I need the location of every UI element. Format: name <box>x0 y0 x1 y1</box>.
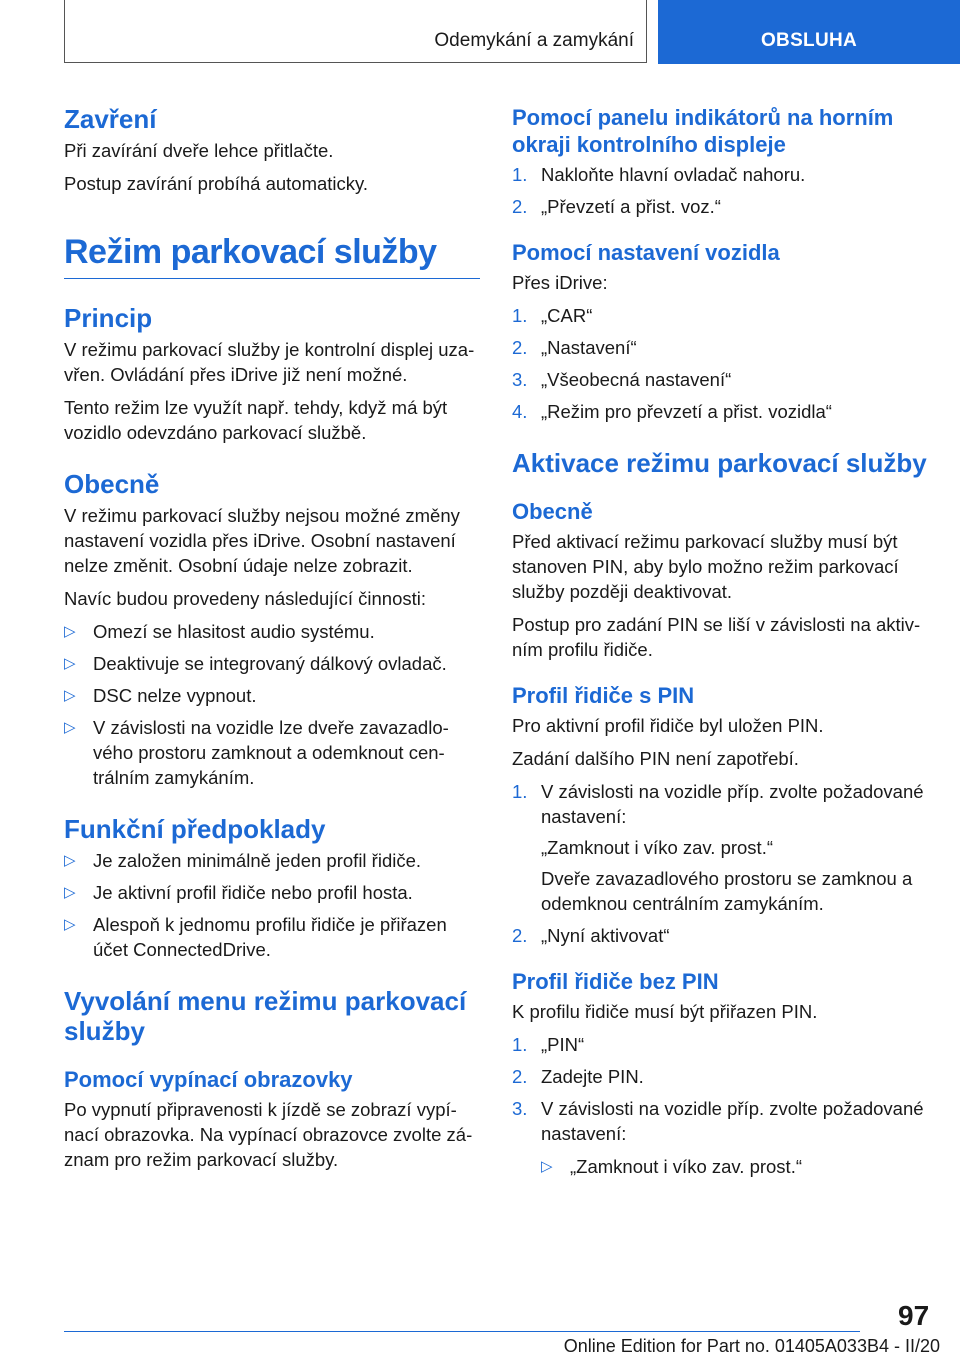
list-item: ▷ DSC nelze vypnout. <box>64 685 257 706</box>
list-item: ▷ „Zamknout i víko zav. prost.“ <box>541 1156 802 1177</box>
chapter-title-rezim-parkovaci-sluzby: Režim parkovací služby <box>64 230 480 279</box>
subsection-title-vypinaci-obrazovka: Pomocí vypínací obrazovky <box>64 1067 353 1092</box>
paragraph: Postup zavírání probíhá automaticky. <box>64 173 369 194</box>
list-item: 1. V závislosti na vozidle příp. zvolte požadované nastavení: „Zamknout i víko zav. prost.“ Dveře zavazadlového prostoru se zamknou a odemknou centrálním zamykáním. <box>512 779 932 916</box>
numbered-list <box>512 779 932 948</box>
numbered-list <box>512 162 932 219</box>
list-item: ▷ Je založen minimálně jeden profil řidiče. <box>64 850 422 871</box>
paragraph: V režimu parkovací služby nejsou možné změny nastavení vozidla přes iDrive. Osobní nastavení nelze změnit. Osobní údaje nelze zobrazit. <box>64 505 460 576</box>
footer-divider <box>64 1331 860 1332</box>
step-continuation: „Zamknout i víko zav. prost.“ <box>541 837 773 858</box>
paragraph: Navíc budou provedeny následující činnosti: <box>64 588 426 609</box>
triangle-bullet-icon: ▷ <box>541 1158 553 1175</box>
bullet-list <box>64 848 480 962</box>
section-title-obecne: Obecně <box>64 469 160 499</box>
header-section-label: OBSLUHA <box>760 30 858 51</box>
list-item: 4. „Režim pro převzetí a přist. vozidla“ <box>512 401 832 422</box>
list-item: 2. „Nastavení“ <box>512 337 637 358</box>
list-item: ▷ Omezí se hlasitost audio systému. <box>64 621 375 642</box>
step-continuation: Dveře zavazadlového prostoru se zamknou a odemknou centrálním zamykáním. <box>541 868 913 914</box>
list-item: 2. „Nyní aktivovat“ <box>512 925 670 946</box>
list-item: ▷ V závislosti na vozidle lze dveře zavazadlo-vého prostoru zamknout a odemknout cen-trálním zamykáním. <box>64 717 449 788</box>
section-title-vyvolani-menu: Vyvolání menu režimu parkovací služby <box>64 986 467 1046</box>
left-column <box>64 98 480 1180</box>
section-title-aktivace: Aktivace režimu parkovací služby <box>512 448 927 478</box>
list-item: 2. „Převzetí a přist. voz.“ <box>512 196 721 217</box>
list-item: ▷ Je aktivní profil řidiče nebo profil hosta. <box>64 882 413 903</box>
list-item: 3. V závislosti na vozidle příp. zvolte požadované nastavení: ▷ „Zamknout i víko zav. prost.“ <box>512 1096 932 1179</box>
list-item: ▷ Deaktivuje se integrovaný dálkový ovladač. <box>64 653 447 674</box>
triangle-bullet-icon: ▷ <box>64 623 76 640</box>
numbered-list <box>512 1032 932 1179</box>
paragraph: Přes iDrive: <box>512 272 608 293</box>
triangle-bullet-icon: ▷ <box>64 852 76 869</box>
triangle-bullet-icon: ▷ <box>64 719 76 736</box>
paragraph: K profilu řidiče musí být přiřazen PIN. <box>512 1001 818 1022</box>
subsection-title-profil-s-pin: Profil řidiče s PIN <box>512 683 695 708</box>
triangle-bullet-icon: ▷ <box>64 884 76 901</box>
paragraph: Tento režim lze využít např. tehdy, když má být vozidlo odevzdáno parkovací službě. <box>64 397 448 443</box>
paragraph: Postup pro zadání PIN se liší v závislosti na aktiv-ním profilu řidiče. <box>512 614 921 660</box>
section-title-princip: Princip <box>64 303 153 333</box>
section-title-funkcni-predpoklady: Funkční předpoklady <box>64 814 326 844</box>
paragraph: Pro aktivní profil řidiče byl uložen PIN. <box>512 715 824 736</box>
paragraph: Před aktivací režimu parkovací služby musí být stanoven PIN, aby bylo možno režim parkovací služby později deaktivovat. <box>512 531 899 602</box>
subsection-title-obecne: Obecně <box>512 499 593 524</box>
triangle-bullet-icon: ▷ <box>64 655 76 672</box>
list-item: 1. Nakloňte hlavní ovladač nahoru. <box>512 164 806 185</box>
subsection-title-panel-indikatoru: Pomocí panelu indikátorů na horním okraji kontrolního displeje <box>512 105 894 157</box>
page-number: 97 <box>898 1300 930 1331</box>
paragraph: V režimu parkovací služby je kontrolní displej uza-vřen. Ovládání přes iDrive již není možné. <box>64 339 475 385</box>
subsection-title-nastaveni-vozidla: Pomocí nastavení vozidla <box>512 240 780 265</box>
numbered-list <box>512 303 932 424</box>
paragraph: Zadání dalšího PIN není zapotřebí. <box>512 748 799 769</box>
list-item: ▷ Alespoň k jednomu profilu řidiče je přiřazen účet ConnectedDrive. <box>64 914 447 960</box>
list-item: 2. Zadejte PIN. <box>512 1066 644 1087</box>
paragraph: Po vypnutí připravenosti k jízdě se zobrazí vypí-nací obrazovka. Na vypínací obrazovce zvolte zá-znam pro režim parkovací služby. <box>64 1099 473 1170</box>
section-title-zavreni: Zavření <box>64 104 157 134</box>
triangle-bullet-icon: ▷ <box>64 916 76 933</box>
triangle-bullet-icon: ▷ <box>64 687 76 704</box>
footer-edition-text: Online Edition for Part no. 01405A033B4 - II/20 <box>563 1336 940 1356</box>
header-title-box <box>64 0 647 63</box>
header-section-tab <box>658 0 960 64</box>
right-column <box>512 98 932 1186</box>
subsection-title-profil-bez-pin: Profil řidiče bez PIN <box>512 969 719 994</box>
list-item: 1. „PIN“ <box>512 1034 585 1055</box>
header-chapter-title: Odemykání a zamykání <box>434 30 634 51</box>
list-item: 3. „Všeobecná nastavení“ <box>512 369 732 390</box>
bullet-list <box>64 619 480 790</box>
paragraph: Při zavírání dveře lehce přitlačte. <box>64 140 334 161</box>
list-item: 1. „CAR“ <box>512 305 593 326</box>
bullet-list <box>541 1154 932 1179</box>
